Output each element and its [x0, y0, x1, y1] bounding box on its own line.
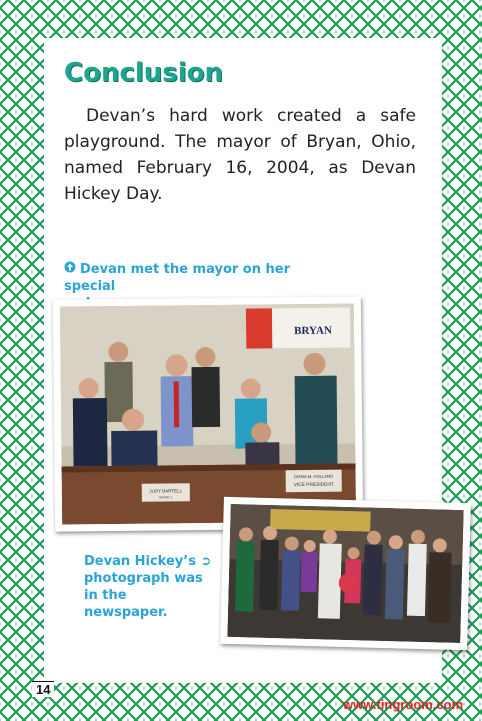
watermark: www.tingroom.com: [343, 697, 464, 712]
nameplate-right-sub: VICE PRESIDENT: [293, 482, 334, 489]
body-text: Devan’s hard work created a safe playground. The mayor of Bryan, Ohio, named February 16, 2004, as Devan Hickey Day.: [64, 106, 416, 204]
nameplate-right: DIANA M. HOLLAND: [293, 473, 334, 480]
page-number: 14: [32, 681, 54, 697]
page-title: Conclusion: [64, 58, 224, 88]
body-paragraph: [64, 103, 416, 207]
caption-bottom: Devan Hickey’s ➲ photograph was in the newspaper.: [84, 554, 212, 620]
newspaper-group-illustration: [227, 504, 463, 643]
circle-arrow-up-icon: [64, 261, 76, 278]
nameplate-left-sub: WARD 1: [159, 495, 173, 500]
photo-mayor-meeting: [53, 296, 363, 531]
nameplate-left: JUDY BARTELL: [149, 488, 183, 494]
banner-text: BRYAN: [294, 324, 332, 338]
mayor-meeting-illustration: [60, 303, 356, 524]
caption-top-line1: Devan met the mayor on her special: [64, 262, 291, 294]
photo-newspaper-group: [220, 497, 471, 650]
